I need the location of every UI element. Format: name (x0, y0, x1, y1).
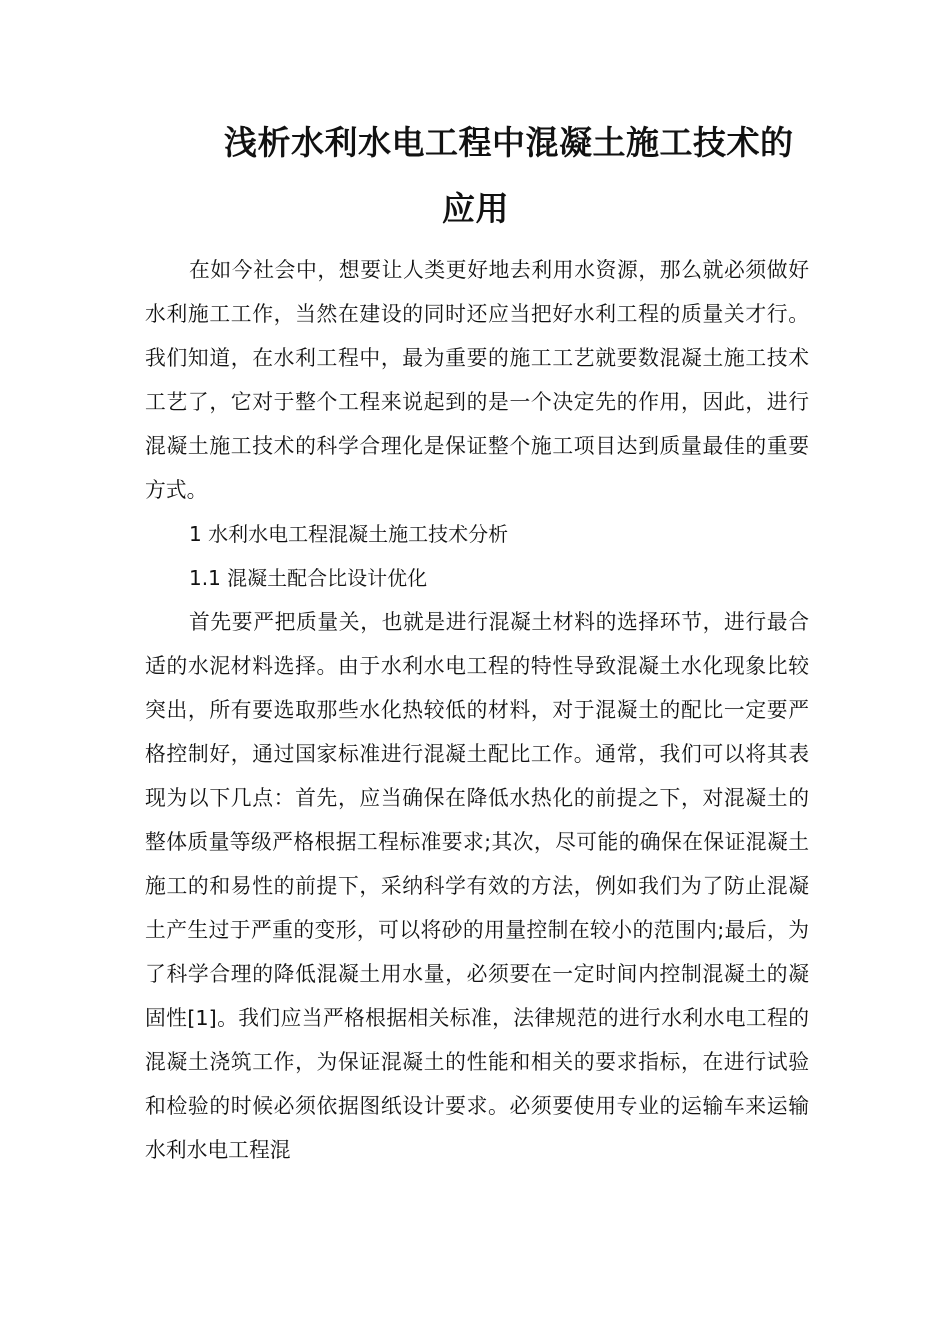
body-paragraph: 首先要严把质量关，也就是进行混凝土材料的选择环节，进行最合适的水泥材料选择。由于水利水电工程的特性导致混凝土水化现象比较突出，所有要选取那些水化热较低的材料，对于混凝土的配比一定要严格控制好，通过国家标准进行混凝土配比工作。通常，我们可以将其表现为以下几点：首先，应当确保在降低水热化的前提之下，对混凝土的整体质量等级严格根据工程标准要求;其次，尽可能的确保在保证混凝土施工的和易性的前提下，采纳科学有效的方法，例如我们为了防止混凝土产生过于严重的变形，可以将砂的用量控制在较小的范围内;最后，为了科学合理的降低混凝土用水量，必须要在一定时间内控制混凝土的凝固性[1]。我们应当严格根据相关标准，法律规范的进行水利水电工程的混凝土浇筑工作，为保证混凝土的性能和相关的要求指标，在进行试验和检验的时候必须依据图纸设计要求。必须要使用专业的运输车来运输水利水电工程混 (145, 610, 809, 1162)
document-title-line-2: 应用 (442, 189, 509, 228)
subsection-heading: 1.1 混凝土配合比设计优化 (189, 566, 428, 590)
document-title-line-1: 浅析水利水电工程中混凝土施工技术的 (224, 123, 794, 162)
section-heading: 1 水利水电工程混凝土施工技术分析 (189, 522, 509, 546)
intro-paragraph: 在如今社会中，想要让人类更好地去利用水资源，那么就必须做好水利施工工作，当然在建设的同时还应当把好水利工程的质量关才行。我们知道，在水利工程中，最为重要的施工工艺就要数混凝土施工技术工艺了，它对于整个工程来说起到的是一个决定先的作用，因此，进行混凝土施工技术的科学合理化是保证整个施工项目达到质量最佳的重要方式。 (145, 258, 809, 502)
document-body (145, 248, 809, 1172)
